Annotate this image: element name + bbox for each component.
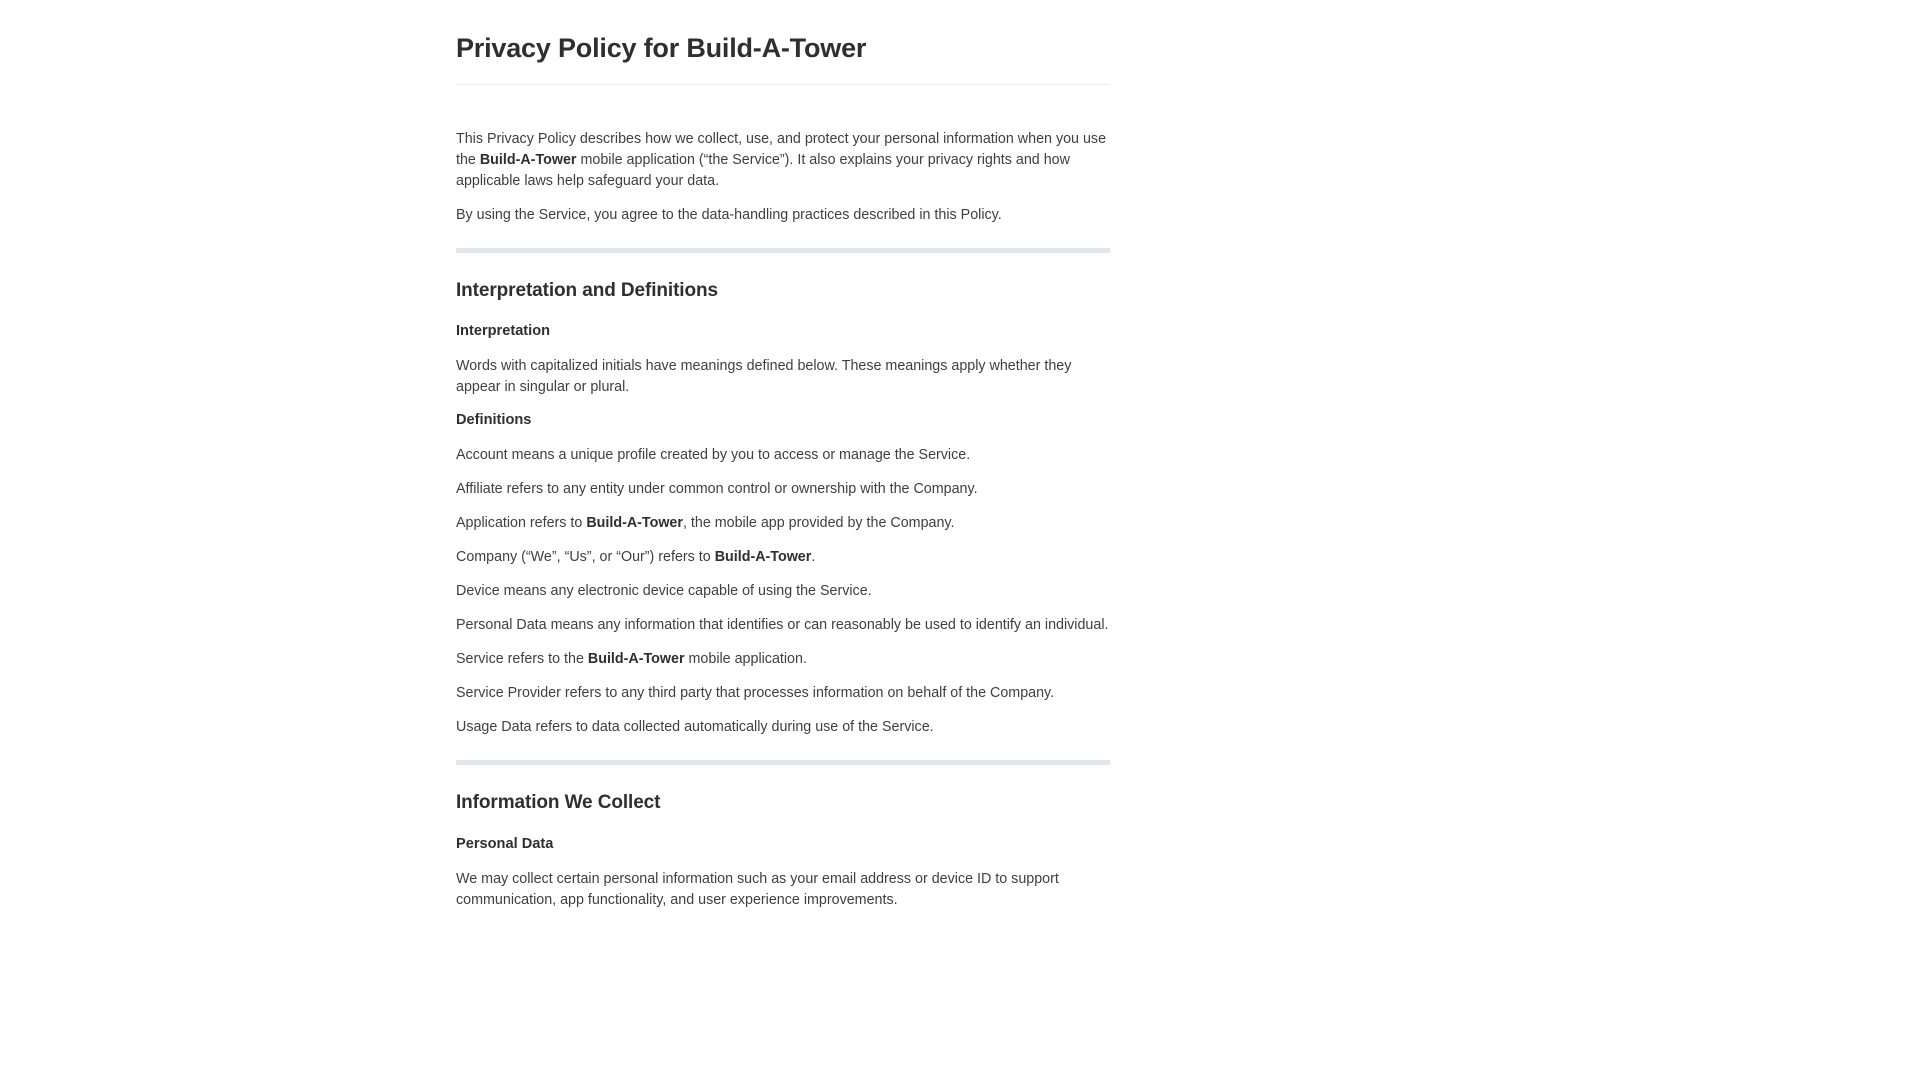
definition-text-before: Service refers to the xyxy=(456,651,588,668)
intro-paragraph-1-app-name: Build-A-Tower xyxy=(479,151,577,168)
definition-item xyxy=(456,683,1110,704)
definition-text-before: Personal Data means any information that identifies or can reasonably be used to identify an individual. xyxy=(456,617,1109,634)
definition-bold-term: Build-A-Tower xyxy=(587,651,685,668)
title-spacer xyxy=(456,85,1110,129)
definition-item xyxy=(456,479,1110,500)
definition-item xyxy=(456,513,1110,534)
definition-text-before: Device means any electronic device capable of using the Service. xyxy=(456,583,872,600)
definition-bold-term: Build-A-Tower xyxy=(586,515,683,532)
intro-block xyxy=(456,129,1110,226)
definition-bold-term: Build-A-Tower xyxy=(714,549,812,566)
definition-text-before: Affiliate refers to any entity under common control or ownership with the Company. xyxy=(456,481,978,498)
section-divider-1 xyxy=(456,248,1110,253)
intro-paragraph-2: By using the Service, you agree to the data-handling practices described in this Policy. xyxy=(456,206,1002,223)
section-information-we-collect xyxy=(456,791,1110,911)
sub-heading-interpretation: Interpretation xyxy=(456,323,551,340)
definitions-list xyxy=(456,445,1110,738)
page-title: Privacy Policy for Build-A-Tower xyxy=(456,33,867,63)
definition-text-before: Service Provider refers to any third party that processes information on behalf of the Company. xyxy=(456,685,1055,702)
section-divider-2 xyxy=(456,760,1110,765)
intro-paragraph-1-text-before: This Privacy Policy describes how we collect, use, and protect your personal information when you use the xyxy=(456,130,1107,168)
definition-text-before: Account means a unique profile created by you to access or manage the Service. xyxy=(456,447,971,464)
personal-data-paragraph: We may collect certain personal information such as your email address or device ID to support communication, app functionality, and user experience improvements. xyxy=(456,871,1059,909)
definition-text-after: mobile application. xyxy=(684,651,807,668)
definition-text-before: Usage Data refers to data collected automatically during use of the Service. xyxy=(456,719,934,736)
definition-item xyxy=(456,717,1110,738)
document-content-column xyxy=(456,0,1110,911)
definition-item xyxy=(456,445,1110,466)
intro-paragraph-1-text-after: mobile application (“the Service”). It also explains your privacy rights and how applicable laws help safeguard your data. xyxy=(456,151,1070,189)
definition-text-after: . xyxy=(811,549,816,566)
sub-heading-personal-data: Personal Data xyxy=(456,836,554,853)
definition-item xyxy=(456,581,1110,602)
definition-text-after: , the mobile app provided by the Company. xyxy=(682,515,955,532)
section-heading-interpretation-and-definitions: Interpretation and Definitions xyxy=(456,279,718,301)
section-interpretation-and-definitions xyxy=(456,279,1110,739)
definition-item xyxy=(456,615,1110,636)
definition-text-before: Company (“We”, “Us”, or “Our”) refers to xyxy=(456,549,715,566)
intro-paragraph-1 xyxy=(456,129,1110,192)
section-heading-information-we-collect: Information We Collect xyxy=(456,792,661,814)
sub-heading-definitions: Definitions xyxy=(456,412,532,429)
definition-item xyxy=(456,547,1110,568)
definition-text-before: Application refers to xyxy=(456,515,587,532)
interpretation-paragraph: Words with capitalized initials have meanings defined below. These meanings apply whether they appear in singular or plural. xyxy=(456,358,1072,396)
definition-item xyxy=(456,649,1110,670)
